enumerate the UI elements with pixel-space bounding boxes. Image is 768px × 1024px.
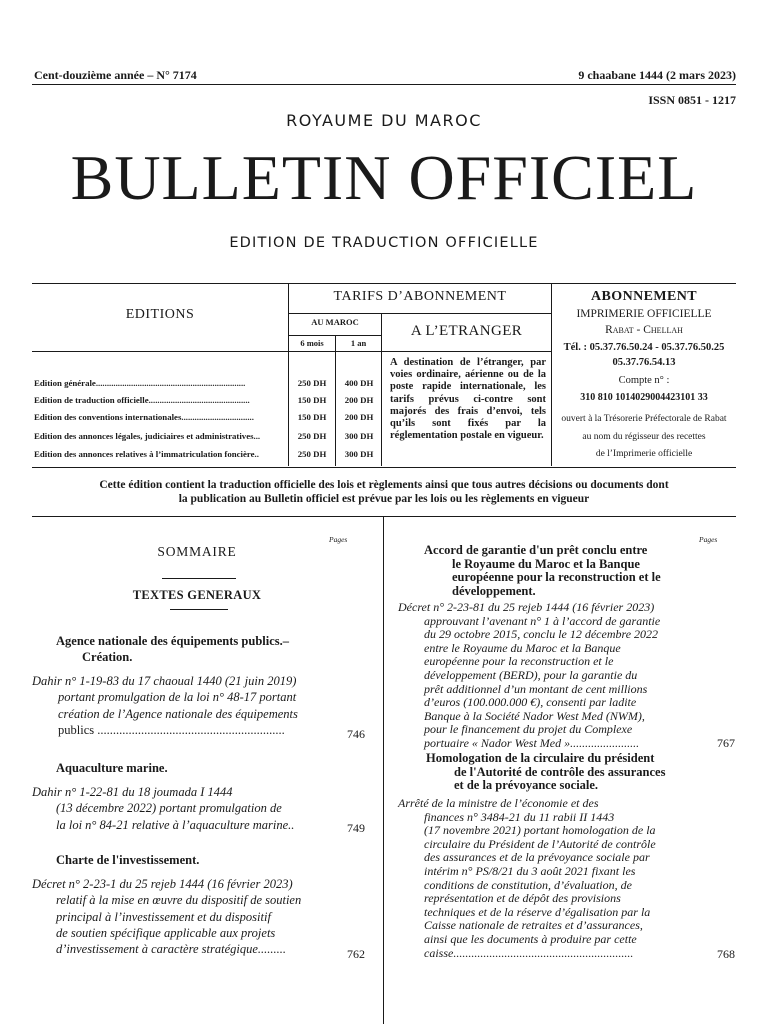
notice-rule <box>32 516 736 517</box>
abonnement-title: ABONNEMENT <box>591 289 697 304</box>
edition-notice <box>32 478 736 506</box>
entry-heading: Homologation de la circulaire du président de l'Autorité de contrôle des assurances et de la prévoyance sociale. <box>426 751 666 792</box>
table-divider <box>335 336 336 466</box>
entry-text: Décret n° 2-23-81 du 25 rejeb 1444 (16 février 2023) approuvant l’avenant n° 1 à l’accord de garantie du 29 octobre 2015, conclu le 12 décembre 2022 entre le Royaume du Maroc et la Banque européenne pour la reconstruction et le développement (BERD), pour la garantie du prêt additionnel d’un montant de cent millions d’euros (100.000.000 €), consenti par ladite Banque à la Société Nador West Med (NWM), pour le financement du projet du Complexe portuaire « Nador West Med »....................... <box>398 600 661 750</box>
account-holder-org: de l’Imprimerie officielle <box>595 449 693 459</box>
pages-label: Pages <box>329 535 348 544</box>
edition-row-label: Edition des annonces relatives à l’immatriculation foncière.. <box>34 449 259 459</box>
title-rule <box>170 609 228 610</box>
one-year-header: 1 an <box>350 338 367 348</box>
telephone-number-extra: 05.37.76.54.13 <box>612 357 676 368</box>
price-six-months: 250 DH <box>297 431 327 441</box>
notice-line: la publication au Bulletin officiel est prévue par les lois ou les règlements en vigueur <box>178 493 590 505</box>
price-one-year: 300 DH <box>344 449 374 459</box>
title-rule <box>162 578 236 579</box>
sommaire-title: SOMMAIRE <box>157 544 237 559</box>
pages-label: Pages <box>699 535 718 544</box>
table-rule <box>32 351 551 352</box>
table-rule <box>288 335 381 336</box>
entry-text: Arrêté de la ministre de l’économie et des finances n° 3484-21 du 11 rabii II 1443 (17 novembre 2021) portant homologation de la circulaire du Président de l’Autorité de contrôle des assurances et de la prévoyance sociale par intérim n° PS/8/21 du 3 août 2021 fixant les conditions de constitution, d’évaluation, de représentation et de dépôt des provisions techniques et de la réserve d’égalisation par la Caisse nationale de retraites et d’assurances, ainsi que les documents à produire par cette caisse............................................................ <box>398 796 656 960</box>
editions-header: EDITIONS <box>125 307 195 322</box>
page-number: 768 <box>717 947 735 961</box>
edition-row-label: Edition des conventions internationales................................. <box>34 412 254 422</box>
price-six-months: 150 DH <box>297 412 327 422</box>
entry-text: Décret n° 2-23-1 du 25 rejeb 1444 (16 février 2023) relatif à la mise en œuvre du dispositif de soutien principal à l’investissement et du dispositif de soutien spécifique applicable aux projets d’investissement à caractère stratégique......... <box>32 877 302 957</box>
entry-heading: Agence nationale des équipements publics.– Création. <box>56 634 290 664</box>
price-six-months: 150 DH <box>297 395 327 405</box>
entry-text: Dahir n° 1-19-83 du 17 chaoual 1440 (21 juin 2019) portant promulgation de la loi n° 48-17 portant création de l’Agence nationale des équipements publics ............................................................ <box>32 674 298 737</box>
page-number: 767 <box>717 736 735 750</box>
publication-title: BULLETIN OFFICIEL <box>70 142 698 213</box>
edition-subtitle: EDITION DE TRADUCTION OFFICIELLE <box>229 235 539 251</box>
price-one-year: 200 DH <box>344 395 374 405</box>
tarifs-header: TARIFS D’ABONNEMENT <box>333 289 507 304</box>
edition-row-label: Edition de traduction officielle.............................................. <box>34 395 250 405</box>
section-title: TEXTES GENERAUX <box>132 588 262 602</box>
issn: ISSN 0851 - 1217 <box>648 93 736 107</box>
price-six-months: 250 DH <box>297 378 327 388</box>
column-separator <box>383 516 384 1024</box>
issue-number: Cent-douzième année – N° 7174 <box>34 68 197 82</box>
au-maroc-header: AU MAROC <box>311 317 359 327</box>
entry-heading: Aquaculture marine. <box>56 761 168 775</box>
table-divider <box>288 283 289 466</box>
notice-line: Cette édition contient la traduction officielle des lois et règlements ainsi que tous autres décisions ou documents dont <box>99 479 669 491</box>
entry-heading: Charte de l'investissement. <box>56 853 200 867</box>
page-number: 746 <box>347 727 365 741</box>
account-number: 310 810 1014029004423101 33 <box>580 392 708 403</box>
account-bank: ouvert à la Trésorerie Préfectorale de Rabat <box>561 414 727 424</box>
issue-date: 9 chaabane 1444 (2 mars 2023) <box>578 68 736 82</box>
printer-name: IMPRIMERIE OFFICIELLE <box>576 308 712 320</box>
account-holder: au nom du régisseur des recettes <box>582 432 706 442</box>
kingdom-name: ROYAUME DU MAROC <box>286 111 482 130</box>
six-months-header: 6 mois <box>300 338 324 348</box>
entry-text: Dahir n° 1-22-81 du 18 joumada I 1444 (13 décembre 2022) portant promulgation de la loi n° 84-21 relative à l’aquaculture marine.. <box>32 785 295 832</box>
etranger-header: A L’ETRANGER <box>410 323 523 339</box>
printer-location: Rabat - Chellah <box>605 324 683 336</box>
account-label: Compte n° : <box>618 375 670 386</box>
page-number: 749 <box>347 821 365 835</box>
edition-row-label: Edition des annonces légales, judiciaires et administratives... <box>34 431 261 441</box>
price-one-year: 400 DH <box>344 378 374 388</box>
table-rule <box>288 313 551 314</box>
page-number: 762 <box>347 947 365 961</box>
price-one-year: 300 DH <box>344 431 374 441</box>
telephone-numbers: Tél. : 05.37.76.50.24 - 05.37.76.50.25 <box>563 342 725 353</box>
edition-row-label: Edition générale.................................................................... <box>34 378 246 388</box>
price-one-year: 200 DH <box>344 412 374 422</box>
entry-heading: Accord de garantie d'un prêt conclu entre le Royaume du Maroc et la Banque européenne pour la reconstruction et le développement. <box>424 543 661 598</box>
header-rule <box>32 84 736 85</box>
foreign-rates-note: A destination de l’étranger, par voies ordinaire, aérienne ou de la poste rapide internationale, les tarifs prévus ci-contre sont majorés des frais d’envoi, tels qu’ils sont fixés par la réglementation postale en vigueur. <box>390 357 546 442</box>
price-six-months: 250 DH <box>297 449 327 459</box>
